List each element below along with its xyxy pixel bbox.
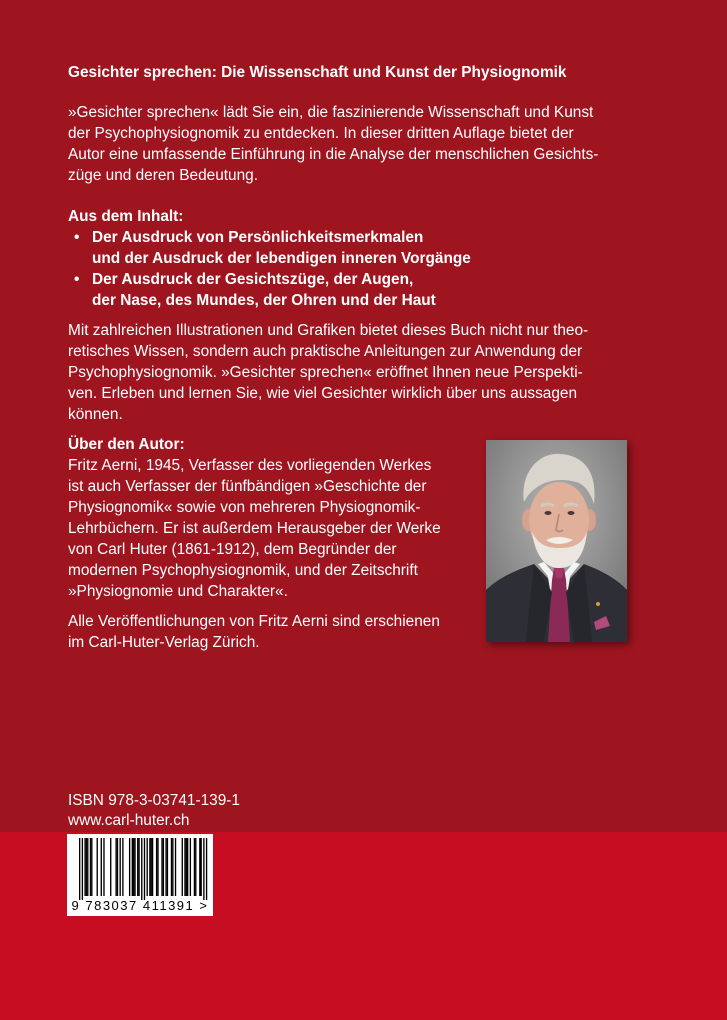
barcode (67, 834, 213, 916)
barcode-bar (194, 838, 195, 896)
barcode-bar (161, 838, 162, 896)
barcode-bar (101, 838, 102, 896)
author-photo (486, 440, 627, 642)
barcode-bar (86, 838, 87, 896)
barcode-bar (187, 838, 188, 896)
bullet-icon: • (74, 229, 80, 246)
barcode-bar (117, 838, 118, 896)
contents-item-line: Der Ausdruck der Gesichtszüge, der Augen, (92, 271, 414, 288)
barcode-bar (203, 838, 204, 900)
barcode-bar (171, 838, 172, 896)
barcode-bar (144, 838, 145, 900)
contents-item-line: Der Ausdruck von Persönlichkeitsmerkmalen (92, 229, 424, 246)
barcode-bar (138, 838, 139, 896)
barcode-bar (103, 838, 104, 896)
barcode-bar (122, 838, 123, 896)
intro-line: »Gesichter sprechen« lädt Sie ein, die faszinierende Wissenschaft und Kunst (68, 104, 594, 121)
intro-line: züge und deren Bedeutung. (68, 167, 258, 184)
description-line: ven. Erleben und lernen Sie, wie viel Gesichter wirklich über uns aussagen (68, 385, 578, 402)
barcode-bar (129, 838, 130, 896)
barcode-bar (172, 838, 173, 896)
barcode-bar (91, 838, 92, 896)
author-bio-line: modernen Psychophysiognomik, und der Zeitschrift (68, 562, 418, 579)
description-line: können. (68, 406, 123, 423)
contents-item-line: der Nase, des Mundes, der Ohren und der Haut (92, 292, 436, 309)
book-title: Gesichter sprechen: Die Wissenschaft und Kunst der Physiognomik (68, 64, 567, 81)
author-bio-line: ist auch Verfasser der fünfbändigen »Geschichte der (68, 478, 427, 495)
barcode-bar (167, 838, 168, 896)
intro-paragraph (68, 102, 668, 186)
barcode-bar (132, 838, 133, 896)
barcode-bar (195, 838, 196, 896)
contents-item (74, 269, 471, 311)
barcode-bar (165, 838, 166, 896)
author-bio-line: Lehrbüchern. Er ist außerdem Herausgeber der Werke (68, 520, 441, 537)
description-line: retisches Wissen, sondern auch praktische Anleitungen zur Anwendung der (68, 343, 583, 360)
barcode-bar (115, 838, 116, 896)
barcode-bar (97, 838, 98, 896)
isbn: ISBN 978-3-03741-139-1 (68, 792, 240, 809)
website-link[interactable]: www.carl-huter.ch (68, 812, 190, 829)
contents-item-line: und der Ausdruck der lebendigen inneren Vorgänge (92, 250, 471, 267)
barcode-bar (87, 838, 88, 896)
barcode-bar (199, 838, 200, 896)
barcode-bar (156, 838, 157, 896)
barcode-bar (133, 838, 134, 896)
barcode-bar (152, 838, 153, 896)
barcode-bar (151, 838, 152, 896)
barcode-bar (182, 838, 183, 896)
publisher-note-line: im Carl-Huter-Verlag Zürich. (68, 634, 260, 651)
barcode-bar (175, 838, 176, 896)
intro-line: der Psychophysiognomik zu entdecken. In dieser dritten Auflage bietet der (68, 125, 574, 142)
barcode-bar (201, 838, 202, 896)
publisher-note (68, 611, 468, 653)
bullet-icon: • (74, 271, 80, 288)
barcode-bars (67, 834, 213, 900)
author-bio-line: »Physiognomie und Charakter«. (68, 583, 288, 600)
contents-heading: Aus dem Inhalt: (68, 208, 184, 225)
author-heading: Über den Autor: (68, 436, 185, 453)
barcode-bar (82, 838, 83, 900)
barcode-bar (120, 838, 121, 896)
barcode-bar (110, 838, 111, 896)
author-bio (68, 455, 468, 602)
author-bio-line: von Carl Huter (1861-1912), dem Begründer der (68, 541, 397, 558)
description-line: Psychophysiognomik. »Gesichter sprechen« eröffnet Ihnen neue Perspekti- (68, 364, 583, 381)
barcode-bar (147, 838, 148, 896)
barcode-bar (134, 838, 135, 896)
contents-list (74, 227, 471, 311)
author-bio-line: Physiognomik« sowie von mehreren Physiognomik- (68, 499, 421, 516)
description-paragraph (68, 320, 668, 425)
intro-line: Autor eine umfassende Einführung in die Analyse der menschlichen Gesichts- (68, 146, 599, 163)
barcode-bar (90, 838, 91, 896)
barcode-bar (157, 838, 158, 896)
publisher-note-line: Alle Veröffentlichungen von Fritz Aerni sind erschienen (68, 613, 440, 630)
author-portrait-image (486, 440, 627, 642)
author-bio-line: Fritz Aerni, 1945, Verfasser des vorliegenden Werkes (68, 457, 432, 474)
description-line: Mit zahlreichen Illustrationen und Grafiken bietet dieses Buch nicht nur theo- (68, 322, 589, 339)
barcode-bar (206, 838, 207, 900)
barcode-bar (141, 838, 142, 900)
contents-item (74, 227, 471, 269)
barcode-bar (190, 838, 191, 896)
barcode-bar (163, 838, 164, 896)
barcode-bar (184, 838, 185, 896)
barcode-bar (79, 838, 80, 900)
barcode-bar (137, 838, 138, 896)
barcode-bar (186, 838, 187, 896)
barcode-bar (84, 838, 85, 896)
barcode-digits: 9 783037 411391 > (71, 898, 209, 913)
barcode-bar (149, 838, 150, 896)
